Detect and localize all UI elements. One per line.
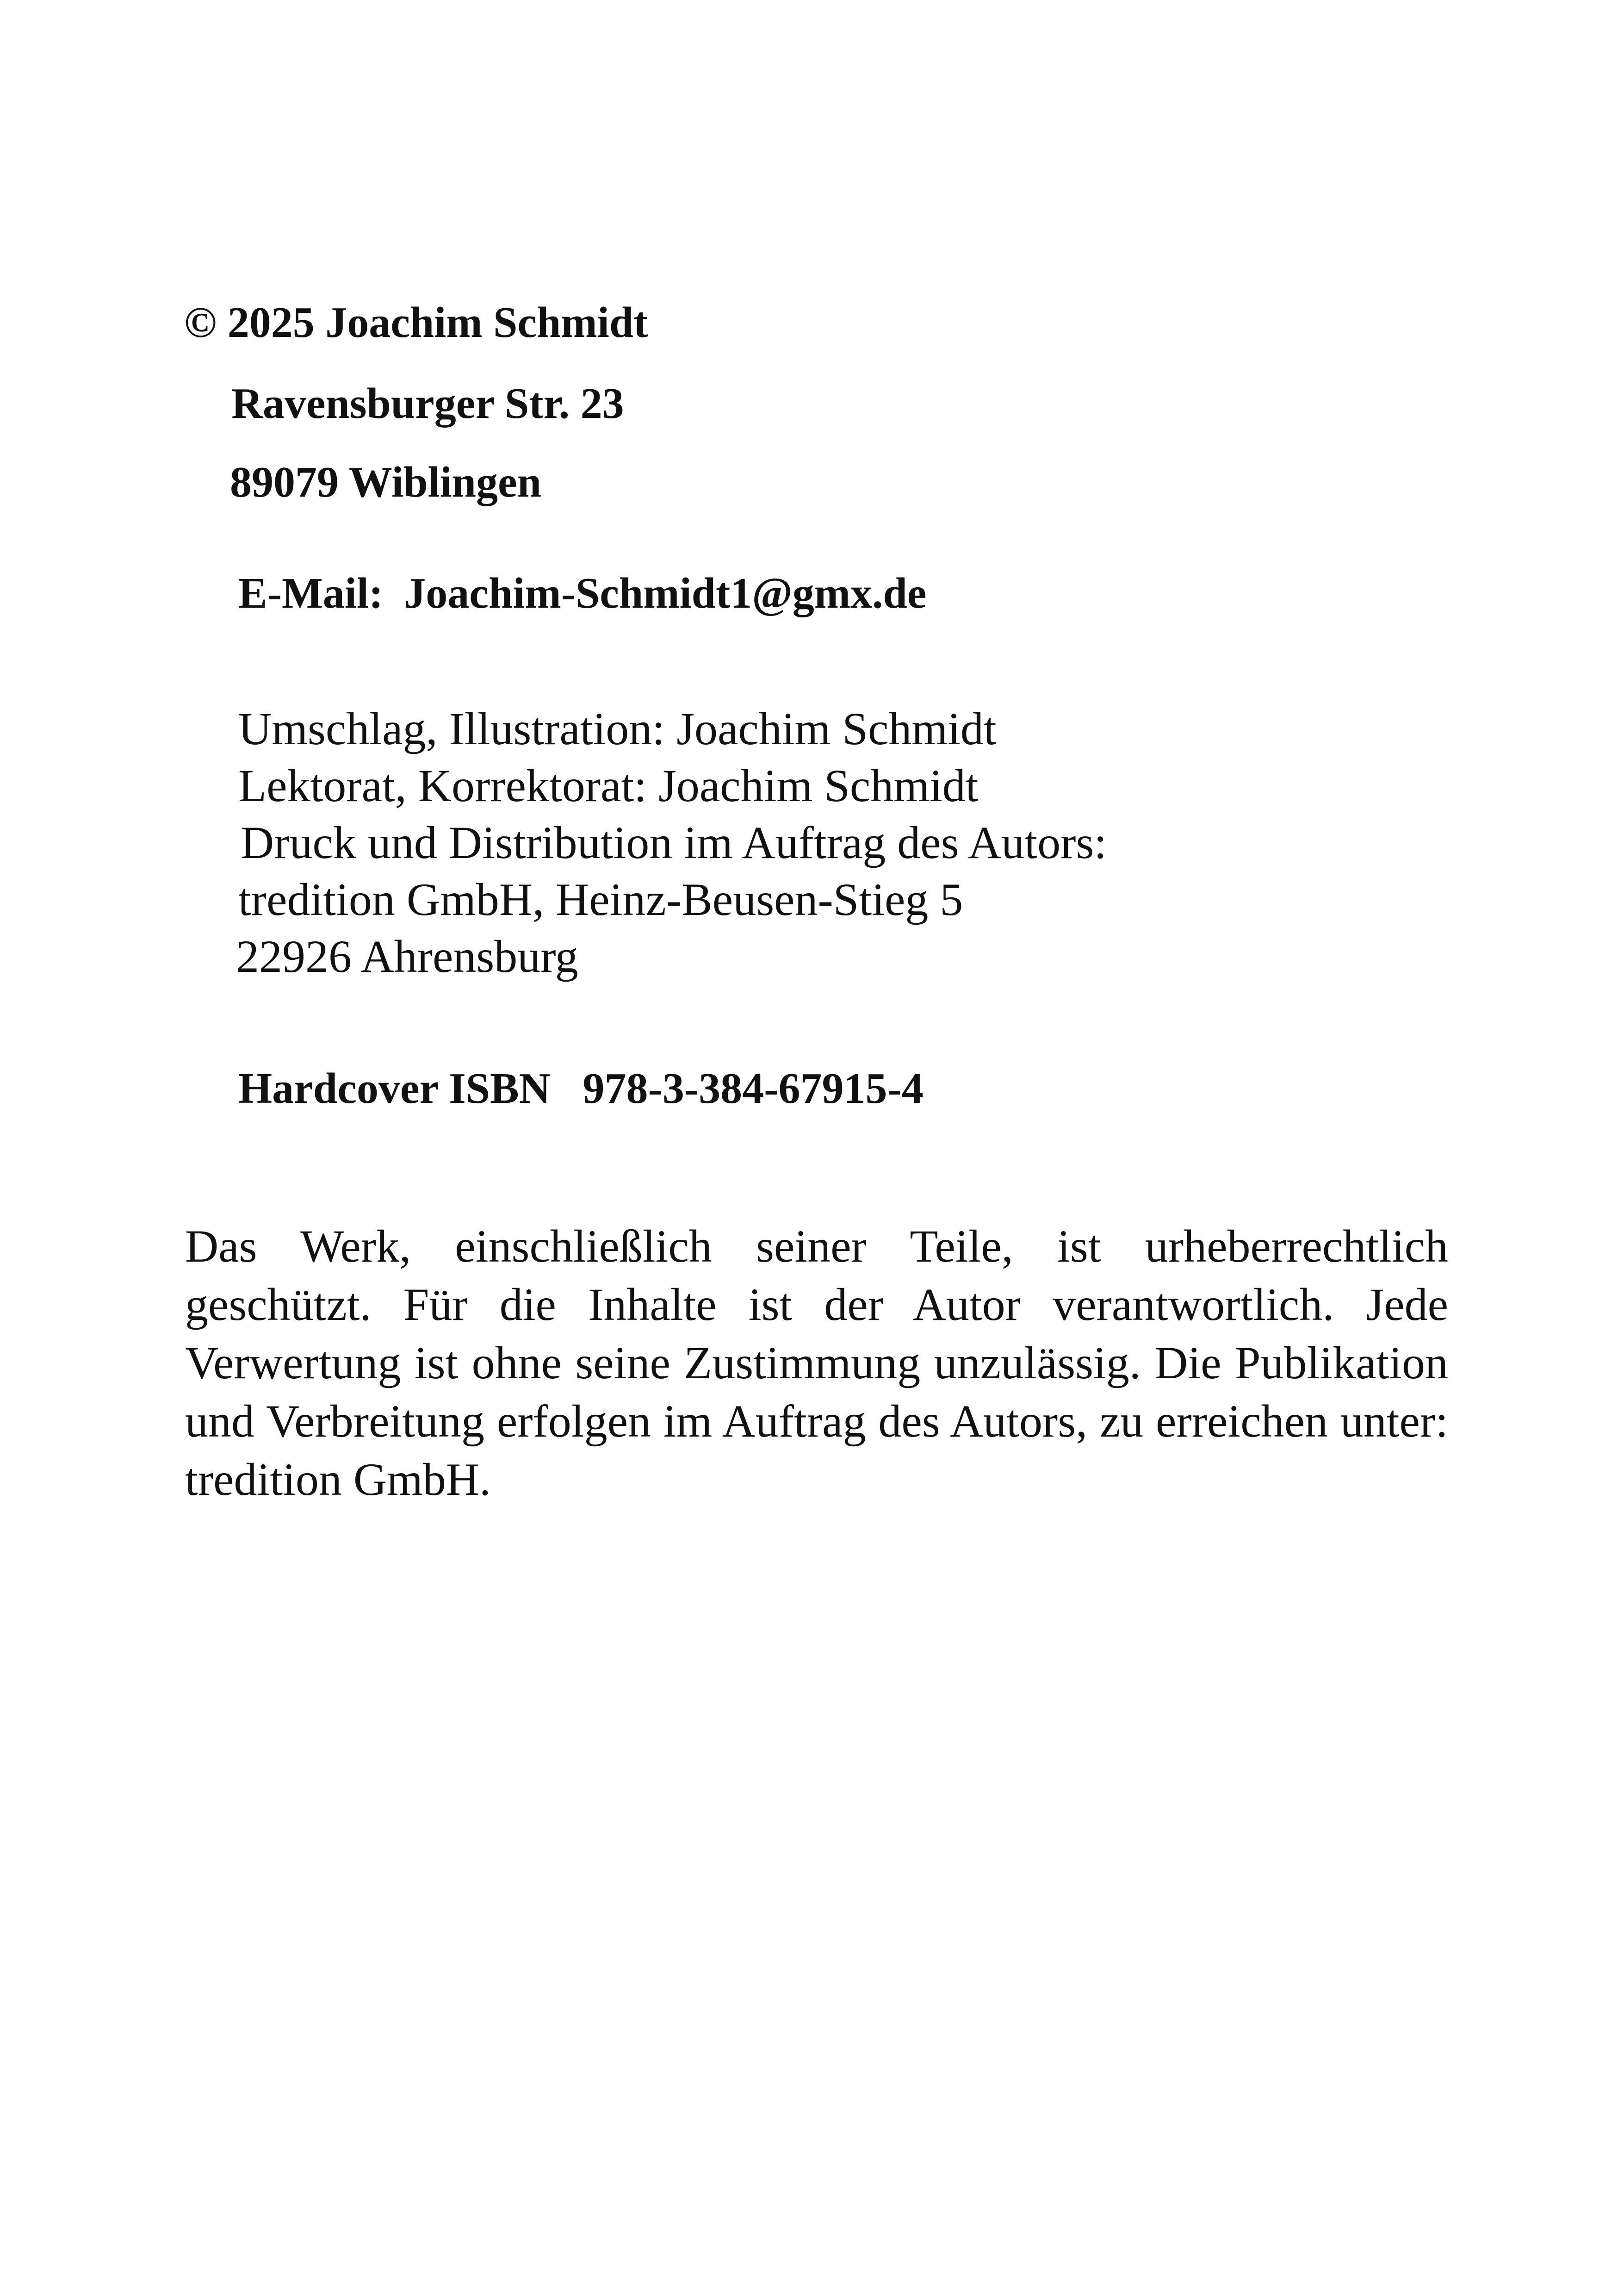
email-label: E-Mail: xyxy=(238,569,384,617)
author-city: 89079 Wiblingen xyxy=(230,458,542,506)
credit-editing: Lektorat, Korrektorat: Joachim Schmidt xyxy=(238,760,979,811)
email-address: Joachim-Schmidt1@gmx.de xyxy=(404,569,927,617)
printer-address: tredition GmbH, Heinz-Beusen-Stieg 5 xyxy=(238,874,963,925)
isbn-line xyxy=(238,1064,924,1113)
credit-cover: Umschlag, Illustration: Joachim Schmidt xyxy=(238,703,997,754)
printer-city: 22926 Ahrensburg xyxy=(236,931,578,982)
email-line xyxy=(238,569,927,617)
author-street: Ravensburger Str. 23 xyxy=(231,380,624,428)
isbn-value: 978-3-384-67915-4 xyxy=(583,1064,924,1113)
isbn-label: Hardcover ISBN xyxy=(238,1064,551,1113)
copyright-notice: Das Werk, einschließlich seiner Teile, ist urheberrechtlich geschützt. Für die Inhalte ist der Autor verantwortlich. Jede Verwertung ist ohne seine Zustimmung unzulässig. Die Publikation und Verbreitung erfolgen im Auftrag des Autors, zu erreichen unter: tredition GmbH. xyxy=(185,1220,1448,1505)
credit-printing: Druck und Distribution im Auftrag des Autors: xyxy=(241,817,1107,868)
copyright-line: © 2025 Joachim Schmidt xyxy=(184,299,648,347)
